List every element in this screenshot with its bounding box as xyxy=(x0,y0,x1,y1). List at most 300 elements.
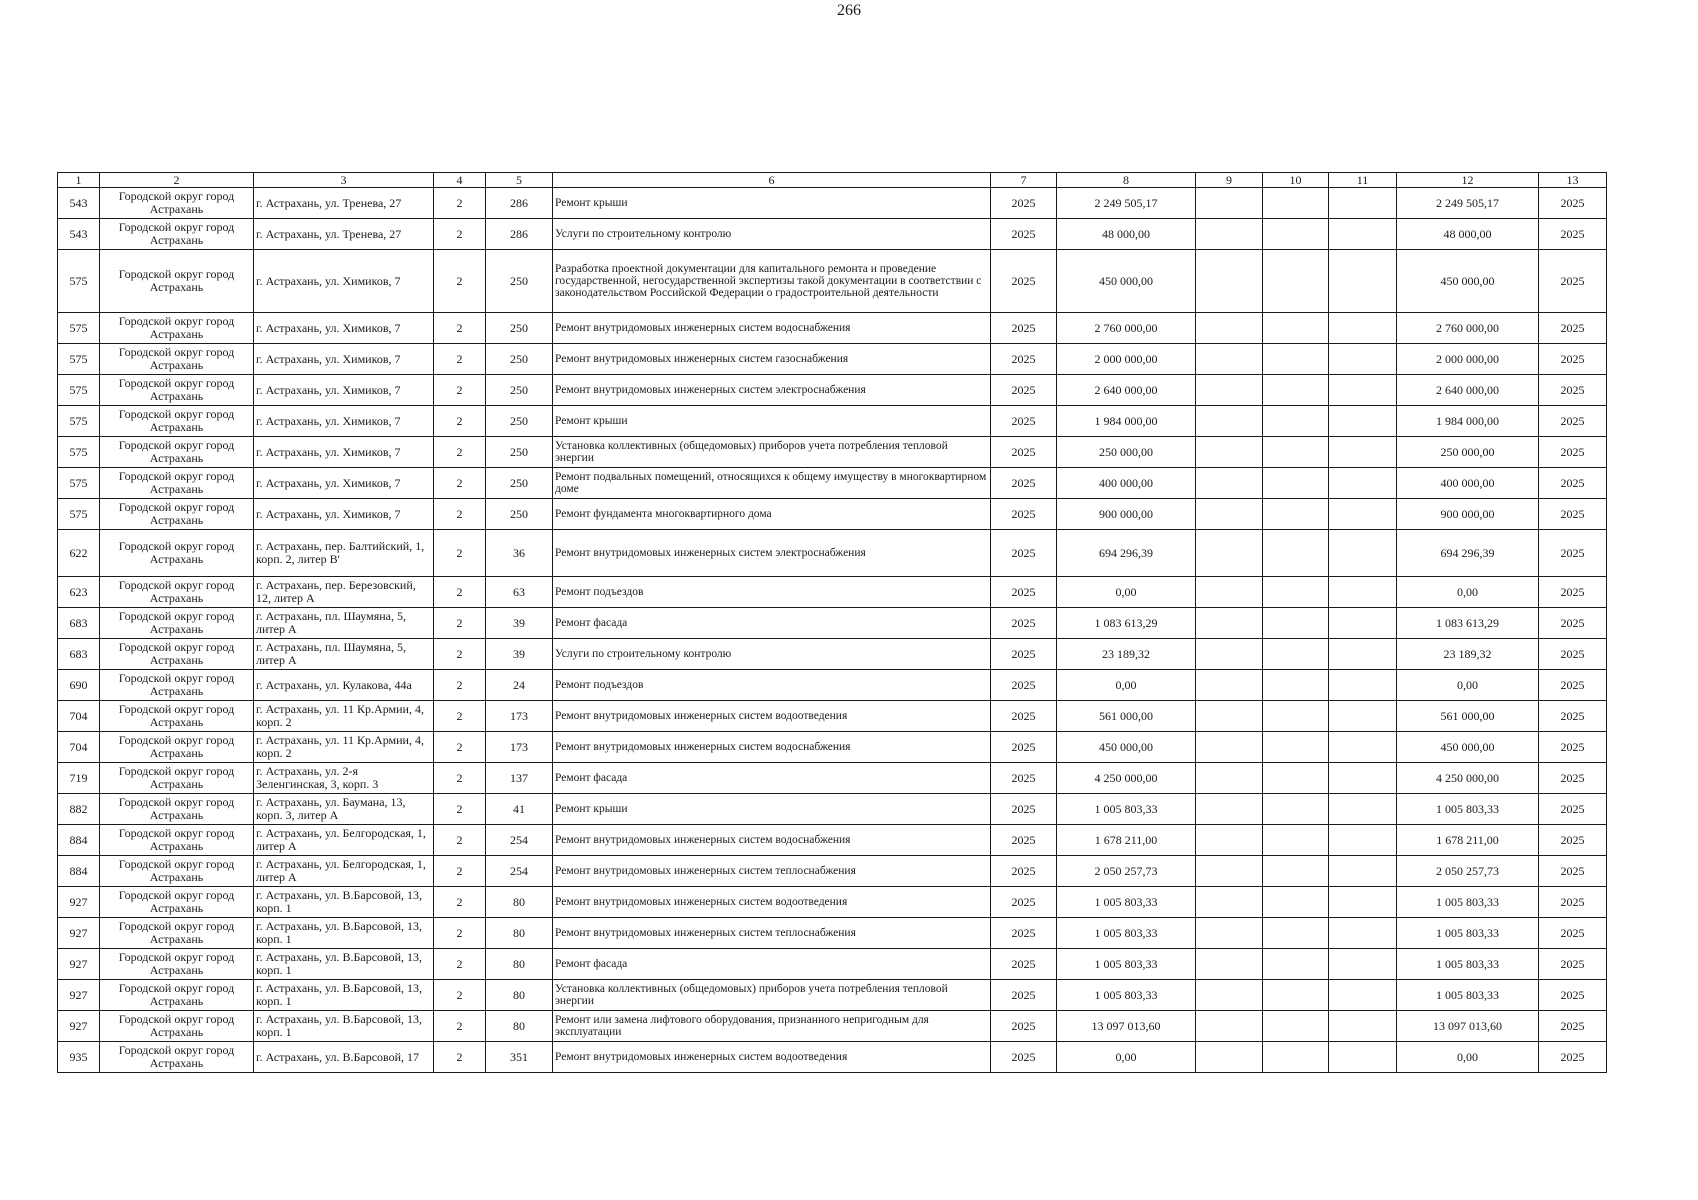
cost-cell: 450 000,00 xyxy=(1057,250,1196,313)
code-cell: 41 xyxy=(486,794,553,825)
cost-cell: 1 984 000,00 xyxy=(1057,406,1196,437)
cell-9 xyxy=(1196,577,1263,608)
address-cell: г. Астрахань, ул. В.Барсовой, 17 xyxy=(254,1042,434,1073)
completion-year-cell: 2025 xyxy=(1539,732,1607,763)
year-cell: 2025 xyxy=(991,468,1057,499)
work-type-cell: Ремонт крыши xyxy=(553,406,991,437)
group-cell: 2 xyxy=(434,608,486,639)
cell-9 xyxy=(1196,530,1263,577)
cost-cell: 450 000,00 xyxy=(1057,732,1196,763)
cell-11 xyxy=(1329,250,1397,313)
row-number: 719 xyxy=(58,763,100,794)
work-type-cell: Разработка проектной документации для капитального ремонта и проведение государственной, негосударственной экспертизы такой документации в соответствии с законодательством Российской Федерации о градостроительной деятельности xyxy=(553,250,991,313)
row-number: 683 xyxy=(58,608,100,639)
code-cell: 24 xyxy=(486,670,553,701)
cell-9 xyxy=(1196,701,1263,732)
year-cell: 2025 xyxy=(991,219,1057,250)
address-cell: г. Астрахань, ул. В.Барсовой, 13, корп. 1 xyxy=(254,918,434,949)
year-cell: 2025 xyxy=(991,732,1057,763)
cell-9 xyxy=(1196,188,1263,219)
municipality-cell: Городской округ город Астрахань xyxy=(100,188,254,219)
municipality-cell: Городской округ город Астрахань xyxy=(100,887,254,918)
cell-11 xyxy=(1329,701,1397,732)
municipality-cell: Городской округ город Астрахань xyxy=(100,732,254,763)
group-cell: 2 xyxy=(434,918,486,949)
cost-cell: 561 000,00 xyxy=(1057,701,1196,732)
cost-cell: 1 005 803,33 xyxy=(1057,949,1196,980)
year-cell: 2025 xyxy=(991,313,1057,344)
table-row xyxy=(58,825,1607,856)
address-cell: г. Астрахань, ул. Химиков, 7 xyxy=(254,437,434,468)
municipality-cell: Городской округ город Астрахань xyxy=(100,219,254,250)
year-cell: 2025 xyxy=(991,1042,1057,1073)
total-cost-cell: 0,00 xyxy=(1397,577,1539,608)
completion-year-cell: 2025 xyxy=(1539,250,1607,313)
code-cell: 286 xyxy=(486,188,553,219)
cost-cell: 1 005 803,33 xyxy=(1057,918,1196,949)
capital-repair-table xyxy=(57,172,1607,1073)
total-cost-cell: 2 249 505,17 xyxy=(1397,188,1539,219)
row-number: 927 xyxy=(58,949,100,980)
cell-11 xyxy=(1329,577,1397,608)
cell-9 xyxy=(1196,608,1263,639)
work-type-cell: Ремонт внутридомовых инженерных систем водоотведения xyxy=(553,887,991,918)
cell-11 xyxy=(1329,980,1397,1011)
municipality-cell: Городской округ город Астрахань xyxy=(100,701,254,732)
cell-10 xyxy=(1263,949,1329,980)
group-cell: 2 xyxy=(434,499,486,530)
year-cell: 2025 xyxy=(991,375,1057,406)
code-cell: 250 xyxy=(486,437,553,468)
completion-year-cell: 2025 xyxy=(1539,701,1607,732)
cost-cell: 1 005 803,33 xyxy=(1057,887,1196,918)
year-cell: 2025 xyxy=(991,577,1057,608)
row-number: 575 xyxy=(58,499,100,530)
municipality-cell: Городской округ город Астрахань xyxy=(100,344,254,375)
municipality-cell: Городской округ город Астрахань xyxy=(100,250,254,313)
total-cost-cell: 0,00 xyxy=(1397,1042,1539,1073)
row-number: 927 xyxy=(58,918,100,949)
cell-9 xyxy=(1196,980,1263,1011)
completion-year-cell: 2025 xyxy=(1539,794,1607,825)
municipality-cell: Городской округ город Астрахань xyxy=(100,313,254,344)
total-cost-cell: 1 678 211,00 xyxy=(1397,825,1539,856)
cell-11 xyxy=(1329,499,1397,530)
code-cell: 80 xyxy=(486,980,553,1011)
address-cell: г. Астрахань, ул. В.Барсовой, 13, корп. 1 xyxy=(254,887,434,918)
total-cost-cell: 2 640 000,00 xyxy=(1397,375,1539,406)
work-type-cell: Услуги по строительному контролю xyxy=(553,639,991,670)
code-cell: 254 xyxy=(486,856,553,887)
cell-9 xyxy=(1196,499,1263,530)
group-cell: 2 xyxy=(434,375,486,406)
cell-10 xyxy=(1263,856,1329,887)
column-header: 4 xyxy=(434,173,486,188)
cost-cell: 900 000,00 xyxy=(1057,499,1196,530)
cell-10 xyxy=(1263,670,1329,701)
municipality-cell: Городской округ город Астрахань xyxy=(100,577,254,608)
cell-11 xyxy=(1329,670,1397,701)
cell-9 xyxy=(1196,1011,1263,1042)
group-cell: 2 xyxy=(434,344,486,375)
table-row xyxy=(58,437,1607,468)
cell-11 xyxy=(1329,437,1397,468)
work-type-cell: Ремонт внутридомовых инженерных систем водоотведения xyxy=(553,701,991,732)
table-body xyxy=(58,188,1607,1073)
total-cost-cell: 250 000,00 xyxy=(1397,437,1539,468)
table-row xyxy=(58,608,1607,639)
table-row xyxy=(58,406,1607,437)
address-cell: г. Астрахань, ул. 11 Кр.Армии, 4, корп. 2 xyxy=(254,701,434,732)
cell-11 xyxy=(1329,1011,1397,1042)
cell-10 xyxy=(1263,375,1329,406)
address-cell: г. Астрахань, ул. Белгородская, 1, литер А xyxy=(254,825,434,856)
total-cost-cell: 450 000,00 xyxy=(1397,250,1539,313)
address-cell: г. Астрахань, ул. Химиков, 7 xyxy=(254,468,434,499)
year-cell: 2025 xyxy=(991,701,1057,732)
cost-cell: 4 250 000,00 xyxy=(1057,763,1196,794)
cell-11 xyxy=(1329,887,1397,918)
completion-year-cell: 2025 xyxy=(1539,639,1607,670)
address-cell: г. Астрахань, ул. Тренева, 27 xyxy=(254,188,434,219)
column-header: 11 xyxy=(1329,173,1397,188)
cell-11 xyxy=(1329,608,1397,639)
cost-cell: 13 097 013,60 xyxy=(1057,1011,1196,1042)
cell-10 xyxy=(1263,918,1329,949)
cell-10 xyxy=(1263,313,1329,344)
table-row xyxy=(58,856,1607,887)
cost-cell: 2 640 000,00 xyxy=(1057,375,1196,406)
address-cell: г. Астрахань, ул. Химиков, 7 xyxy=(254,375,434,406)
year-cell: 2025 xyxy=(991,825,1057,856)
municipality-cell: Городской округ город Астрахань xyxy=(100,639,254,670)
cell-11 xyxy=(1329,1042,1397,1073)
municipality-cell: Городской округ город Астрахань xyxy=(100,437,254,468)
column-header: 2 xyxy=(100,173,254,188)
work-type-cell: Ремонт внутридомовых инженерных систем водоснабжения xyxy=(553,825,991,856)
cell-11 xyxy=(1329,918,1397,949)
municipality-cell: Городской округ город Астрахань xyxy=(100,918,254,949)
table-row xyxy=(58,732,1607,763)
cell-10 xyxy=(1263,344,1329,375)
code-cell: 286 xyxy=(486,219,553,250)
completion-year-cell: 2025 xyxy=(1539,313,1607,344)
year-cell: 2025 xyxy=(991,949,1057,980)
work-type-cell: Ремонт или замена лифтового оборудования, признанного непригодным для эксплуатации xyxy=(553,1011,991,1042)
completion-year-cell: 2025 xyxy=(1539,1011,1607,1042)
total-cost-cell: 1 005 803,33 xyxy=(1397,794,1539,825)
row-number: 575 xyxy=(58,468,100,499)
cost-cell: 48 000,00 xyxy=(1057,219,1196,250)
cell-11 xyxy=(1329,313,1397,344)
work-type-cell: Ремонт внутридомовых инженерных систем электроснабжения xyxy=(553,375,991,406)
address-cell: г. Астрахань, ул. 2-я Зеленгинская, 3, корп. 3 xyxy=(254,763,434,794)
address-cell: г. Астрахань, ул. Химиков, 7 xyxy=(254,313,434,344)
work-type-cell: Ремонт внутридомовых инженерных систем водоснабжения xyxy=(553,732,991,763)
work-type-cell: Ремонт фасада xyxy=(553,608,991,639)
cell-11 xyxy=(1329,468,1397,499)
row-number: 927 xyxy=(58,980,100,1011)
municipality-cell: Городской округ город Астрахань xyxy=(100,375,254,406)
cell-11 xyxy=(1329,825,1397,856)
table-row xyxy=(58,375,1607,406)
cell-11 xyxy=(1329,219,1397,250)
cell-11 xyxy=(1329,406,1397,437)
address-cell: г. Астрахань, ул. Белгородская, 1, литер А xyxy=(254,856,434,887)
year-cell: 2025 xyxy=(991,887,1057,918)
table-row xyxy=(58,344,1607,375)
group-cell: 2 xyxy=(434,949,486,980)
cell-10 xyxy=(1263,468,1329,499)
cell-9 xyxy=(1196,344,1263,375)
work-type-cell: Ремонт подвальных помещений, относящихся к общему имуществу в многоквартирном доме xyxy=(553,468,991,499)
completion-year-cell: 2025 xyxy=(1539,437,1607,468)
total-cost-cell: 23 189,32 xyxy=(1397,639,1539,670)
cell-9 xyxy=(1196,219,1263,250)
row-number: 882 xyxy=(58,794,100,825)
total-cost-cell: 48 000,00 xyxy=(1397,219,1539,250)
completion-year-cell: 2025 xyxy=(1539,1042,1607,1073)
group-cell: 2 xyxy=(434,825,486,856)
group-cell: 2 xyxy=(434,763,486,794)
row-number: 622 xyxy=(58,530,100,577)
completion-year-cell: 2025 xyxy=(1539,763,1607,794)
table-row xyxy=(58,794,1607,825)
cost-cell: 2 050 257,73 xyxy=(1057,856,1196,887)
completion-year-cell: 2025 xyxy=(1539,608,1607,639)
code-cell: 254 xyxy=(486,825,553,856)
cell-11 xyxy=(1329,732,1397,763)
group-cell: 2 xyxy=(434,468,486,499)
group-cell: 2 xyxy=(434,406,486,437)
municipality-cell: Городской округ город Астрахань xyxy=(100,856,254,887)
header-row xyxy=(58,173,1607,188)
total-cost-cell: 450 000,00 xyxy=(1397,732,1539,763)
municipality-cell: Городской округ город Астрахань xyxy=(100,794,254,825)
group-cell: 2 xyxy=(434,313,486,344)
column-header: 6 xyxy=(553,173,991,188)
group-cell: 2 xyxy=(434,639,486,670)
group-cell: 2 xyxy=(434,670,486,701)
municipality-cell: Городской округ город Астрахань xyxy=(100,825,254,856)
row-number: 575 xyxy=(58,406,100,437)
code-cell: 250 xyxy=(486,313,553,344)
total-cost-cell: 1 083 613,29 xyxy=(1397,608,1539,639)
column-header: 10 xyxy=(1263,173,1329,188)
group-cell: 2 xyxy=(434,732,486,763)
cost-cell: 23 189,32 xyxy=(1057,639,1196,670)
cell-10 xyxy=(1263,1042,1329,1073)
column-header: 13 xyxy=(1539,173,1607,188)
cell-10 xyxy=(1263,1011,1329,1042)
row-number: 935 xyxy=(58,1042,100,1073)
row-number: 575 xyxy=(58,250,100,313)
municipality-cell: Городской округ город Астрахань xyxy=(100,1011,254,1042)
table-row xyxy=(58,1042,1607,1073)
cell-11 xyxy=(1329,375,1397,406)
code-cell: 63 xyxy=(486,577,553,608)
cell-9 xyxy=(1196,250,1263,313)
address-cell: г. Астрахань, ул. 11 Кр.Армии, 4, корп. 2 xyxy=(254,732,434,763)
cell-9 xyxy=(1196,887,1263,918)
cell-10 xyxy=(1263,825,1329,856)
address-cell: г. Астрахань, ул. Тренева, 27 xyxy=(254,219,434,250)
code-cell: 250 xyxy=(486,375,553,406)
table-row xyxy=(58,188,1607,219)
table-row xyxy=(58,250,1607,313)
cell-11 xyxy=(1329,856,1397,887)
completion-year-cell: 2025 xyxy=(1539,577,1607,608)
code-cell: 250 xyxy=(486,468,553,499)
completion-year-cell: 2025 xyxy=(1539,530,1607,577)
cell-10 xyxy=(1263,530,1329,577)
row-number: 623 xyxy=(58,577,100,608)
group-cell: 2 xyxy=(434,980,486,1011)
total-cost-cell: 694 296,39 xyxy=(1397,530,1539,577)
completion-year-cell: 2025 xyxy=(1539,406,1607,437)
cell-10 xyxy=(1263,980,1329,1011)
code-cell: 250 xyxy=(486,344,553,375)
cell-10 xyxy=(1263,608,1329,639)
year-cell: 2025 xyxy=(991,530,1057,577)
cell-9 xyxy=(1196,468,1263,499)
year-cell: 2025 xyxy=(991,794,1057,825)
year-cell: 2025 xyxy=(991,344,1057,375)
table-row xyxy=(58,701,1607,732)
code-cell: 250 xyxy=(486,406,553,437)
column-header: 1 xyxy=(58,173,100,188)
code-cell: 173 xyxy=(486,701,553,732)
cost-cell: 1 083 613,29 xyxy=(1057,608,1196,639)
completion-year-cell: 2025 xyxy=(1539,887,1607,918)
completion-year-cell: 2025 xyxy=(1539,980,1607,1011)
municipality-cell: Городской округ город Астрахань xyxy=(100,949,254,980)
code-cell: 80 xyxy=(486,887,553,918)
completion-year-cell: 2025 xyxy=(1539,219,1607,250)
cell-10 xyxy=(1263,250,1329,313)
group-cell: 2 xyxy=(434,794,486,825)
total-cost-cell: 2 050 257,73 xyxy=(1397,856,1539,887)
address-cell: г. Астрахань, ул. Баумана, 13, корп. 3, литер А xyxy=(254,794,434,825)
cell-10 xyxy=(1263,437,1329,468)
cell-11 xyxy=(1329,763,1397,794)
municipality-cell: Городской округ город Астрахань xyxy=(100,468,254,499)
cell-10 xyxy=(1263,577,1329,608)
column-header: 12 xyxy=(1397,173,1539,188)
code-cell: 250 xyxy=(486,250,553,313)
row-number: 575 xyxy=(58,344,100,375)
row-number: 884 xyxy=(58,856,100,887)
total-cost-cell: 1 984 000,00 xyxy=(1397,406,1539,437)
completion-year-cell: 2025 xyxy=(1539,856,1607,887)
table-row xyxy=(58,670,1607,701)
municipality-cell: Городской округ город Астрахань xyxy=(100,763,254,794)
cost-cell: 694 296,39 xyxy=(1057,530,1196,577)
group-cell: 2 xyxy=(434,701,486,732)
group-cell: 2 xyxy=(434,530,486,577)
cell-9 xyxy=(1196,825,1263,856)
municipality-cell: Городской округ город Астрахань xyxy=(100,670,254,701)
address-cell: г. Астрахань, ул. Химиков, 7 xyxy=(254,344,434,375)
year-cell: 2025 xyxy=(991,670,1057,701)
address-cell: г. Астрахань, ул. Химиков, 7 xyxy=(254,250,434,313)
cell-9 xyxy=(1196,918,1263,949)
table-row xyxy=(58,577,1607,608)
address-cell: г. Астрахань, ул. Химиков, 7 xyxy=(254,499,434,530)
completion-year-cell: 2025 xyxy=(1539,344,1607,375)
table-row xyxy=(58,763,1607,794)
work-type-cell: Услуги по строительному контролю xyxy=(553,219,991,250)
cost-cell: 0,00 xyxy=(1057,1042,1196,1073)
total-cost-cell: 1 005 803,33 xyxy=(1397,980,1539,1011)
work-type-cell: Ремонт внутридомовых инженерных систем газоснабжения xyxy=(553,344,991,375)
total-cost-cell: 4 250 000,00 xyxy=(1397,763,1539,794)
total-cost-cell: 900 000,00 xyxy=(1397,499,1539,530)
column-header: 8 xyxy=(1057,173,1196,188)
group-cell: 2 xyxy=(434,856,486,887)
year-cell: 2025 xyxy=(991,499,1057,530)
municipality-cell: Городской округ город Астрахань xyxy=(100,499,254,530)
address-cell: г. Астрахань, ул. Химиков, 7 xyxy=(254,406,434,437)
column-header: 5 xyxy=(486,173,553,188)
work-type-cell: Ремонт крыши xyxy=(553,794,991,825)
column-header: 3 xyxy=(254,173,434,188)
municipality-cell: Городской округ город Астрахань xyxy=(100,980,254,1011)
group-cell: 2 xyxy=(434,1011,486,1042)
code-cell: 36 xyxy=(486,530,553,577)
completion-year-cell: 2025 xyxy=(1539,468,1607,499)
work-type-cell: Ремонт подъездов xyxy=(553,670,991,701)
year-cell: 2025 xyxy=(991,856,1057,887)
total-cost-cell: 2 760 000,00 xyxy=(1397,313,1539,344)
row-number: 704 xyxy=(58,732,100,763)
group-cell: 2 xyxy=(434,250,486,313)
code-cell: 250 xyxy=(486,499,553,530)
cell-9 xyxy=(1196,732,1263,763)
column-header: 7 xyxy=(991,173,1057,188)
completion-year-cell: 2025 xyxy=(1539,670,1607,701)
cost-cell: 1 005 803,33 xyxy=(1057,794,1196,825)
cost-cell: 0,00 xyxy=(1057,670,1196,701)
table-row xyxy=(58,313,1607,344)
cell-9 xyxy=(1196,1042,1263,1073)
row-number: 575 xyxy=(58,313,100,344)
total-cost-cell: 1 005 803,33 xyxy=(1397,887,1539,918)
row-number: 690 xyxy=(58,670,100,701)
total-cost-cell: 1 005 803,33 xyxy=(1397,918,1539,949)
cost-cell: 0,00 xyxy=(1057,577,1196,608)
address-cell: г. Астрахань, ул. В.Барсовой, 13, корп. 1 xyxy=(254,1011,434,1042)
cell-10 xyxy=(1263,188,1329,219)
year-cell: 2025 xyxy=(991,250,1057,313)
cell-9 xyxy=(1196,856,1263,887)
year-cell: 2025 xyxy=(991,1011,1057,1042)
address-cell: г. Астрахань, пл. Шаумяна, 5, литер А xyxy=(254,608,434,639)
cost-cell: 2 249 505,17 xyxy=(1057,188,1196,219)
cost-cell: 2 760 000,00 xyxy=(1057,313,1196,344)
address-cell: г. Астрахань, пл. Шаумяна, 5, литер А xyxy=(254,639,434,670)
cost-cell: 250 000,00 xyxy=(1057,437,1196,468)
row-number: 543 xyxy=(58,188,100,219)
cost-cell: 400 000,00 xyxy=(1057,468,1196,499)
work-type-cell: Установка коллективных (общедомовых) приборов учета потребления тепловой энергии xyxy=(553,437,991,468)
code-cell: 137 xyxy=(486,763,553,794)
group-cell: 2 xyxy=(434,188,486,219)
address-cell: г. Астрахань, ул. В.Барсовой, 13, корп. 1 xyxy=(254,949,434,980)
work-type-cell: Ремонт крыши xyxy=(553,188,991,219)
completion-year-cell: 2025 xyxy=(1539,949,1607,980)
cell-9 xyxy=(1196,375,1263,406)
